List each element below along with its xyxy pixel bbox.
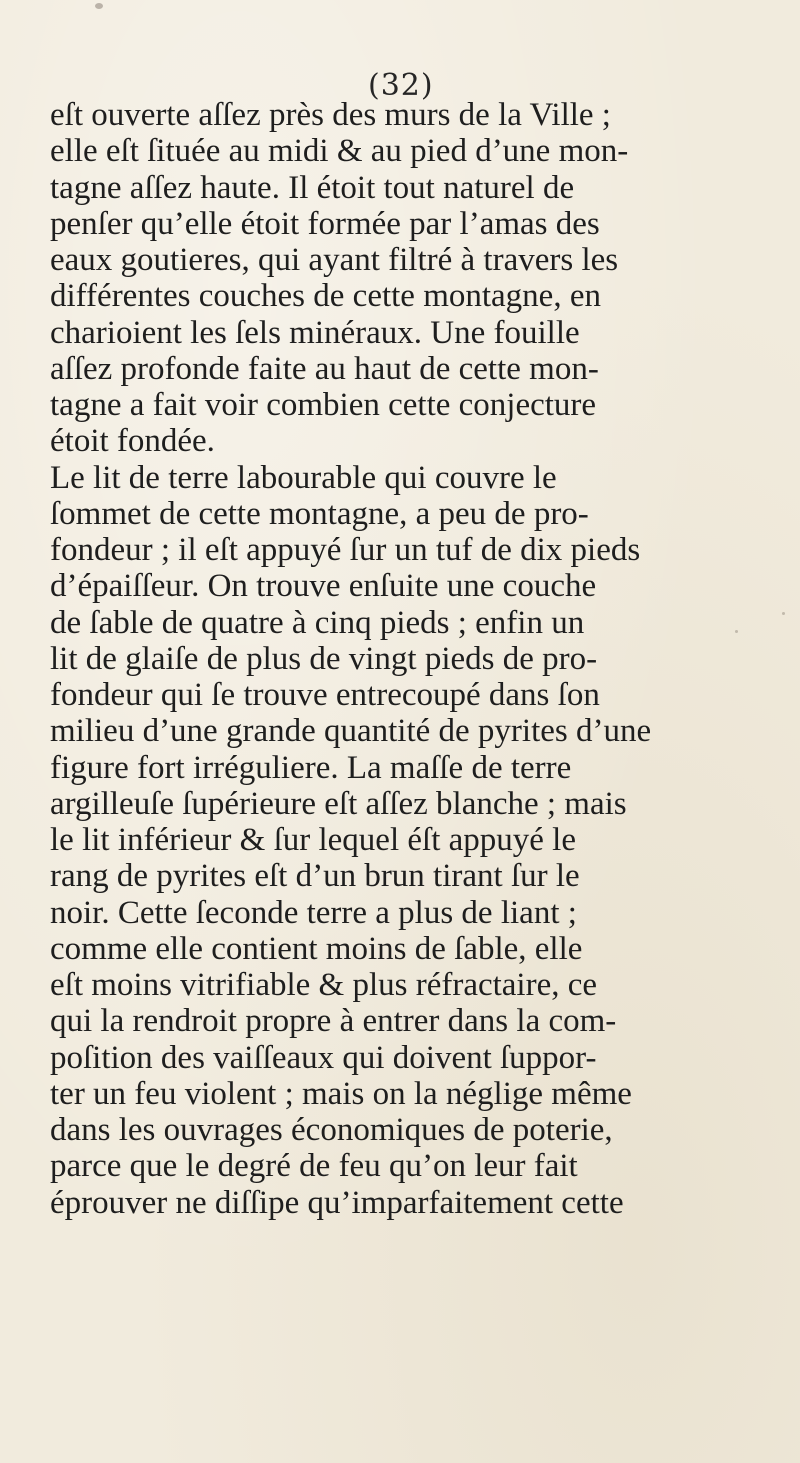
text-line: charioient les ſels minéraux. Une fouille xyxy=(50,314,580,351)
text-line: Le lit de terre labourable qui couvre le xyxy=(50,459,557,496)
text-line: tagne a fait voir combien cette conjecture xyxy=(50,387,597,423)
ink-smudge xyxy=(95,3,103,9)
text-line: eſt moins vitrifiable & plus réfractaire, ce xyxy=(50,967,598,1003)
text-line: milieu d’une grande quantité de pyrites d’une xyxy=(50,713,652,750)
text-line: de ſable de quatre à cinq pieds ; enfin un xyxy=(50,604,585,641)
text-line: différentes couches de cette montagne, en xyxy=(50,278,601,315)
text-line: figure fort irréguliere. La maſſe de terre xyxy=(50,749,572,786)
text-line: ſommet de cette montagne, a peu de pro- xyxy=(50,495,589,532)
text-line: parce que le degré de feu qu’on leur fait xyxy=(50,1148,578,1185)
text-line: qui la rendroit propre à entrer dans la com- xyxy=(50,1003,617,1040)
text-line: aſſez profonde faite au haut de cette mon- xyxy=(50,350,599,387)
text-line: noir. Cette ſeconde terre a plus de liant ; xyxy=(50,894,577,931)
text-line: étoit fondée. xyxy=(50,423,215,460)
text-line: eſt ouverte aſſez près des murs de la Ville ; xyxy=(50,97,611,133)
text-line: ter un feu violent ; mais on la néglige même xyxy=(50,1075,632,1112)
text-line: poſition des vaiſſeaux qui doivent ſuppor- xyxy=(50,1039,597,1076)
text-line: éprouver ne diſſipe qu’imparfaitement cette xyxy=(50,1184,624,1221)
text-line: rang de pyrites eſt d’un brun tirant ſur le xyxy=(50,858,580,895)
body-text xyxy=(50,97,790,1221)
text-line: eaux goutieres, qui ayant filtré à travers les xyxy=(50,242,619,278)
text-line: comme elle contient moins de ſable, elle xyxy=(50,930,583,967)
text-line: argilleuſe ſupérieure eſt aſſez blanche ; mais xyxy=(50,785,627,822)
text-line: fondeur qui ſe trouve entrecoupé dans ſon xyxy=(50,677,600,713)
text-line: dans les ouvrages économiques de poterie, xyxy=(50,1112,613,1148)
text-line: penſer qu’elle étoit formée par l’amas des xyxy=(50,205,600,242)
page-number: (32) xyxy=(368,68,434,103)
text-line: d’épaiſſeur. On trouve enſuite une couche xyxy=(50,568,597,605)
text-line: fondeur ; il eſt appuyé ſur un tuf de dix pieds xyxy=(50,532,641,568)
text-line: lit de glaiſe de plus de vingt pieds de pro- xyxy=(50,640,598,677)
text-line: tagne aſſez haute. Il étoit tout naturel de xyxy=(50,169,575,206)
text-line: elle eſt ſituée au midi & au pied d’une mon- xyxy=(50,133,629,170)
text-line: le lit inférieur & ſur lequel éſt appuyé le xyxy=(50,822,576,858)
